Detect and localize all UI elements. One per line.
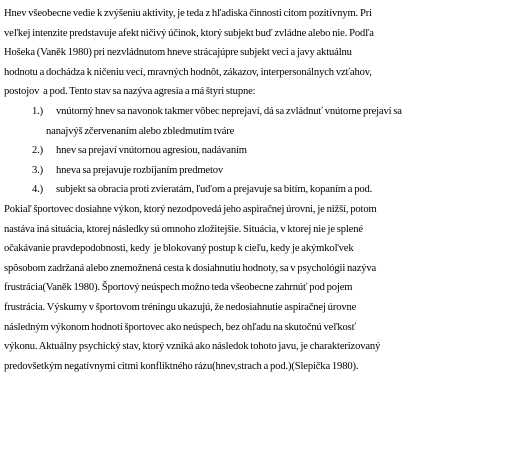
list-item <box>4 141 504 161</box>
list-item <box>4 161 504 181</box>
text-line: nastáva iná situácia, ktorej následky sú omnoho zložitejšie. Situácia, v ktorej nie je splené <box>4 223 363 235</box>
text-line: predovšetkým negatívnymi citmi konfliktného rázu(hnev,strach a pod.)(Slepička 1980). <box>4 360 359 372</box>
text-line: Hošeka (Vaněk 1980) pri nezvládnutom hneve strácajúpre subjekt veci a javy aktuálnu <box>4 47 352 59</box>
text-line: očakávanie pravdepodobnosti, kedy je blokovaný postup k cieľu, kedy je akýmkoľvek <box>4 243 354 255</box>
list-item <box>4 180 504 200</box>
text-line: postojov a pod. Tento stav sa nazýva agresia a má štyri stupne: <box>4 86 256 98</box>
aggression-stages-list <box>4 102 504 200</box>
list-item-text: hneva sa prejavuje rozbíjaním predmetov <box>56 164 224 176</box>
paragraph-anger-intro <box>4 4 504 102</box>
text-line: Pokiaľ športovec dosiahne výkon, ktorý nezodpovedá jeho aspiračnej úrovni, je nižší, potom <box>4 203 377 215</box>
text-line: frustrácia(Vaněk 1980). Športový neúspech možno teda všeobecne zahrnúť pod pojem <box>4 282 353 294</box>
list-item-text: subjekt sa obracia proti zvieratám, ľuďom a prejavuje sa bitím, kopaním a pod. <box>56 184 373 196</box>
list-item-text: nanajvýš zčervenaním alebo zbledmutím tváre <box>46 125 235 137</box>
list-item-text: vnútorný hnev sa navonok takmer vôbec neprejaví, dá sa zvládnuť vnútorne prejaví sa <box>56 105 402 117</box>
text-line: spôsobom zadržaná alebo znemožnená cesta k dosiahnutiu hodnoty, sa v psychológii nazýva <box>4 262 377 274</box>
document-page <box>4 4 504 376</box>
text-line: výkonu. Aktuálny psychický stav, ktorý vzniká ako následok tohoto javu, je charakterizovaný <box>4 341 381 353</box>
list-marker: 2.) <box>32 145 44 157</box>
text-line: frustrácia. Výskumy v športovom tréningu ukazujú, že nedosiahnutie aspiračnej úrovne <box>4 301 357 313</box>
text-line: veľkej intenzite predstavuje afekt ničivý účinok, ktorý subjekt buď zvládne alebo nie. Podľa <box>4 27 374 39</box>
list-marker: 3.) <box>32 164 44 176</box>
text-line: hodnotu a dochádza k ničeniu vecí, mravných hodnôt, zákazov, interpersonálnych vzťahov, <box>4 66 372 78</box>
paragraph-frustration <box>4 200 504 376</box>
text-line: následným výkonom hodnotí športovec ako neúspech, bez ohľadu na skutočnú veľkosť <box>4 321 357 333</box>
list-marker: 4.) <box>32 184 44 196</box>
list-item-text: hnev sa prejaví vnútornou agresiou, nadávaním <box>56 145 247 157</box>
list-marker: 1.) <box>32 105 44 117</box>
text-line: Hnev všeobecne vedie k zvýšeniu aktivity, je teda z hľadiska činnosti citom pozitívnym. Pri <box>4 8 372 19</box>
list-item <box>4 102 504 141</box>
